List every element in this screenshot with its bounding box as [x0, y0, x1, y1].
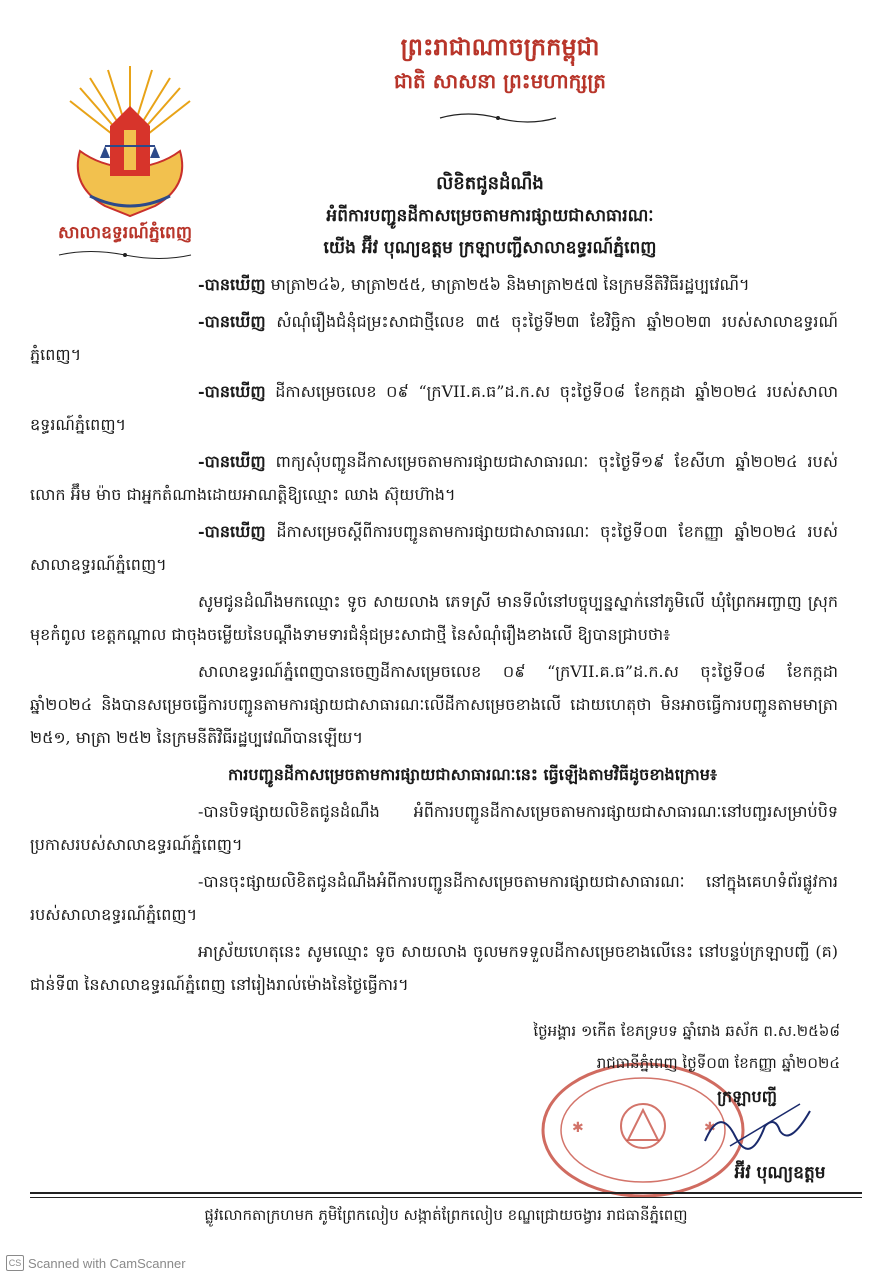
paragraph: អាស្រ័យហេតុនេះ សូមឈ្មោះ ទូច សាយលាង ចូលមកទទួលដីកាសម្រេចខាងលើនេះ នៅបន្ទប់ក្រឡាបញ្ជី (គ) ជាន់ទី៣ នៃសាលាឧទ្ធរណ៍ភ្នំពេញ នៅរៀងរាល់ម៉ោងនៃថ្ងៃធ្វើការ។	[30, 942, 838, 994]
paragraph: សាលាឧទ្ធរណ៍ភ្នំពេញបានចេញដីកាសម្រេចលេខ ០៩ “ក្រVII.គ.ធ”ដ.ក.ស ចុះថ្ងៃទី០៨ ខែកក្កដា ឆ្នាំ២០២៤ និងបានសម្រេចធ្វើការបញ្ជូនតាមការផ្សាយជាសាធារណៈលើដីកាសម្រេចខាងលើ ដោយហេតុថា មិនអាចធ្វើការបញ្ជូនតាមមាត្រា ២៥១, មាត្រា ២៥២ នៃក្រមនីតិវិធីរដ្ឋប្បវេណីបានឡើយ។	[30, 662, 838, 747]
document-title: លិខិតជូនដំណឹង	[436, 173, 544, 194]
court-name: សាលាឧទ្ធរណ៍ភ្នំពេញ	[57, 223, 193, 243]
paragraph	[198, 268, 838, 301]
svg-text:✱: ✱	[704, 1120, 716, 1136]
paragraph: ការបញ្ជូនដីកាសម្រេចតាមការផ្សាយជាសាធារណៈនេះ ធ្វើឡើងតាមវិធីដូចខាងក្រោម៖	[228, 765, 717, 784]
document-issuer: យើង អ៊ីវ បុណ្យឧត្តម ក្រឡាបញ្ជីសាលាឧទ្ធរណ៍ភ្នំពេញ	[323, 238, 657, 258]
footer-divider	[30, 1197, 862, 1198]
scanner-text: Scanned with CamScanner	[28, 1255, 186, 1271]
ornament-divider-icon	[55, 248, 195, 262]
solar-date: រាជធានីភ្នំពេញ ថ្ងៃទី០៣ ខែកញ្ញា ឆ្នាំ២០២៤	[596, 1054, 840, 1072]
paragraph	[30, 375, 838, 441]
scanner-watermark	[6, 1254, 186, 1272]
kingdom-motto: ជាតិ សាសនា ព្រះមហាក្សត្រ	[394, 69, 606, 93]
paragraph-text: ពាក្យសុំបញ្ជូនដីកាសម្រេចតាមការផ្សាយជាសាធារណៈ ចុះថ្ងៃទី១៩ ខែសីហា ឆ្នាំ២០២៤ របស់លោក អ៊ឹម ម៉ាច ជាអ្នកតំណាងដោយអាណត្តិឱ្យឈ្មោះ ឈាង ស៊ុយហ៊ាង។	[30, 452, 838, 504]
svg-text:✱: ✱	[572, 1120, 584, 1136]
camscanner-logo-icon: CS	[6, 1255, 24, 1271]
paragraph-text: ដីកាសម្រេចស្តីពីការបញ្ជូនតាមការផ្សាយជាសាធារណៈ ចុះថ្ងៃទី០៣ ខែកញ្ញា ឆ្នាំ២០២៤ របស់សាលាឧទ្ធរណ៍ភ្នំពេញ។	[30, 522, 838, 574]
paragraph-lead: -បានឃើញ	[198, 522, 266, 541]
court-emblem-icon	[50, 56, 210, 226]
paragraph-text: ដីកាសម្រេចលេខ ០៩ “ក្រVII.គ.ធ”ដ.ក.ស ចុះថ្ងៃទី០៨ ខែកក្កដា ឆ្នាំ២០២៤ របស់សាលាឧទ្ធរណ៍ភ្នំពេញ។	[30, 382, 838, 434]
paragraph-text: មាត្រា២៤៦, មាត្រា២៥៥, មាត្រា២៥៦ និងមាត្រា២៥៧ នៃក្រមនីតិវិធីរដ្ឋប្បវេណី។	[265, 275, 750, 294]
signer-title: ក្រឡាបញ្ជី	[717, 1087, 777, 1106]
paragraph: -បានចុះផ្សាយលិខិតជូនដំណឹងអំពីការបញ្ជូនដីកាសម្រេចតាមការផ្សាយជាសាធារណៈ នៅក្នុងគេហទំព័រផ្លូវការរបស់សាលាឧទ្ធរណ៍ភ្នំពេញ។	[30, 872, 838, 924]
paragraph: -បានបិទផ្សាយលិខិតជូនដំណឹង អំពីការបញ្ជូនដីកាសម្រេចតាមការផ្សាយជាសាធារណៈនៅបញ្ជរសម្រាប់បិទប្រកាសរបស់សាលាឧទ្ធរណ៍ភ្នំពេញ។	[30, 802, 838, 854]
paragraph-lead: -បានឃើញ	[198, 312, 266, 331]
kingdom-title: ព្រះរាជាណាចក្រកម្ពុជា	[400, 32, 600, 61]
document-heading	[210, 168, 770, 264]
paragraph-lead: -បានឃើញ	[198, 452, 266, 471]
date-block	[500, 1015, 840, 1079]
footer-address: ផ្លូវលោកតាក្រហមក ភូមិព្រែកលៀប សង្កាត់ព្រែកលៀប ខណ្ឌជ្រោយចង្វារ រាជធានីភ្នំពេញ	[204, 1206, 688, 1224]
paragraph-text: សំណុំរឿងជំនុំជម្រះសាជាថ្មីលេខ ៣៥ ចុះថ្ងៃទី២៣ ខែវិច្ឆិកា ឆ្នាំ២០២៣ របស់សាលាឧទ្ធរណ៍ភ្នំពេញ។	[30, 312, 838, 364]
document-body	[30, 268, 838, 1005]
ornament-divider-icon	[438, 110, 558, 126]
paragraph-lead: -បានឃើញ	[198, 275, 266, 294]
footer-divider	[30, 1192, 862, 1194]
paragraph	[30, 305, 838, 371]
kingdom-header	[290, 30, 710, 98]
document-subject: អំពីការបញ្ជូនដីកាសម្រេចតាមការផ្សាយជាសាធារណៈ	[326, 206, 654, 226]
signer-name: អ៊ីវ បុណ្យឧត្តម	[734, 1163, 826, 1183]
lunar-date: ថ្ងៃអង្គារ ១កើត ខែភទ្របទ ឆ្នាំរោង ឆស័ក ព.ស.២៥៦៨	[533, 1022, 840, 1040]
paragraph-lead: -បានឃើញ	[198, 382, 266, 401]
signature-icon	[700, 1096, 820, 1156]
paragraph	[30, 515, 838, 581]
paragraph: សូមជូនដំណឹងមកឈ្មោះ ទូច សាយលាង ភេទស្រី មានទីលំនៅបច្ចុប្បន្នស្នាក់នៅភូមិលើ ឃុំព្រែកអញ្ចាញ ស្រុកមុខកំពូល ខេត្តកណ្តាល ជាចុងចម្លើយនៃបណ្តឹងទាមទារជំនុំជម្រះសាជាថ្មី នៃសំណុំរឿងខាងលើ ឱ្យបានជ្រាបថា៖	[30, 592, 838, 644]
paragraph	[30, 445, 838, 511]
